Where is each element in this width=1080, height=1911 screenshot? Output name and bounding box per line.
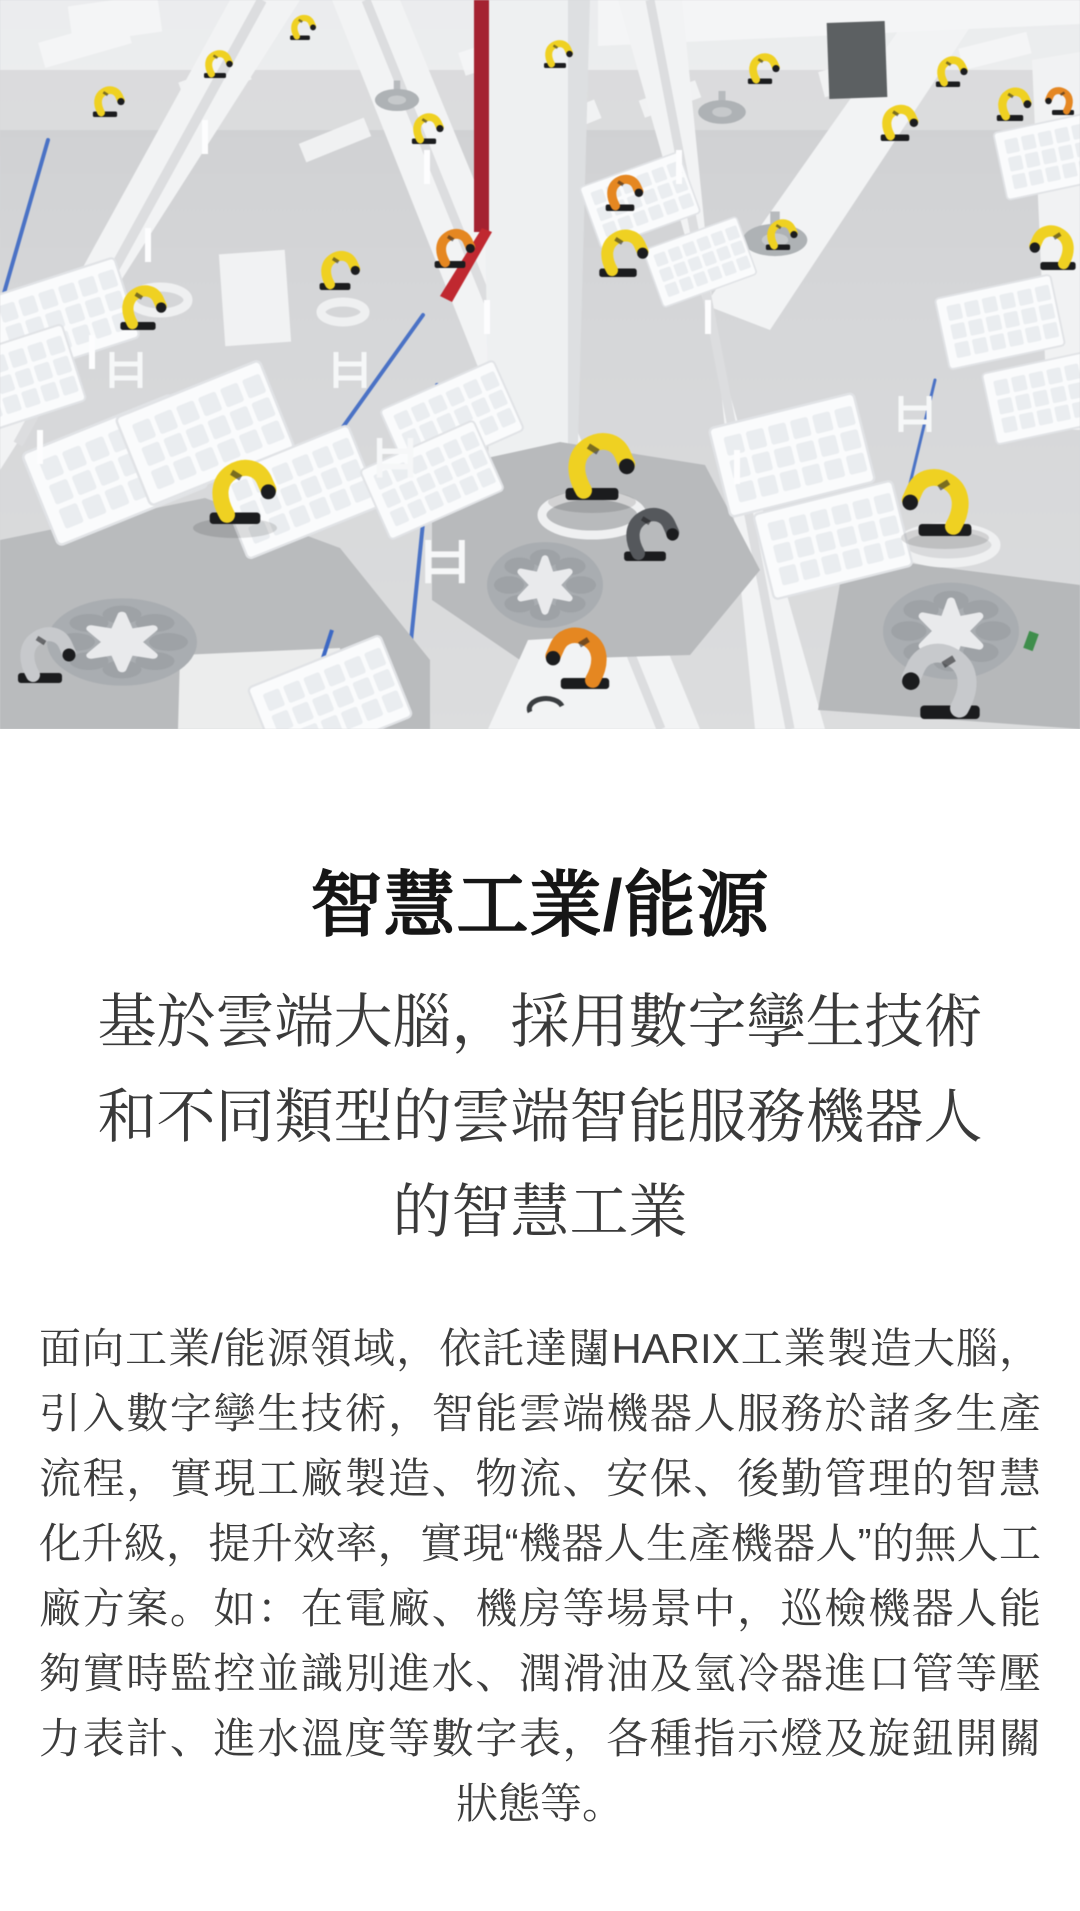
- hero-image: [0, 0, 1080, 729]
- control-cabinet: [827, 21, 888, 99]
- white-cabinet: [219, 250, 291, 346]
- page-title: 智慧工業/能源: [310, 866, 770, 946]
- page-description: 面向工業/能源領域，依託達闥HARIX工業製造大腦，引入數字孿生技術，智能雲端機器人服務於諸多生產流程，實現工廠製造、物流、安保、後勤管理的智慧化升級，提升效率，實現“機器人生產機器人”的無人工廠方案。如：在電廠、機房等場景中，巡檢機器人能夠實時監控並識別進水、潤滑油及氫冷器進口管等壓力表計、進水溫度等數字表，各種指示燈及旋鈕開關狀態等。: [39, 1325, 1041, 1827]
- section-smart-industry: [0, 729, 1080, 1836]
- factory-scene: [0, 0, 1080, 729]
- page-subtitle: 基於雲端大腦，採用數字孿生技術和不同類型的雲端智能服務機器人的智慧工業: [97, 989, 983, 1245]
